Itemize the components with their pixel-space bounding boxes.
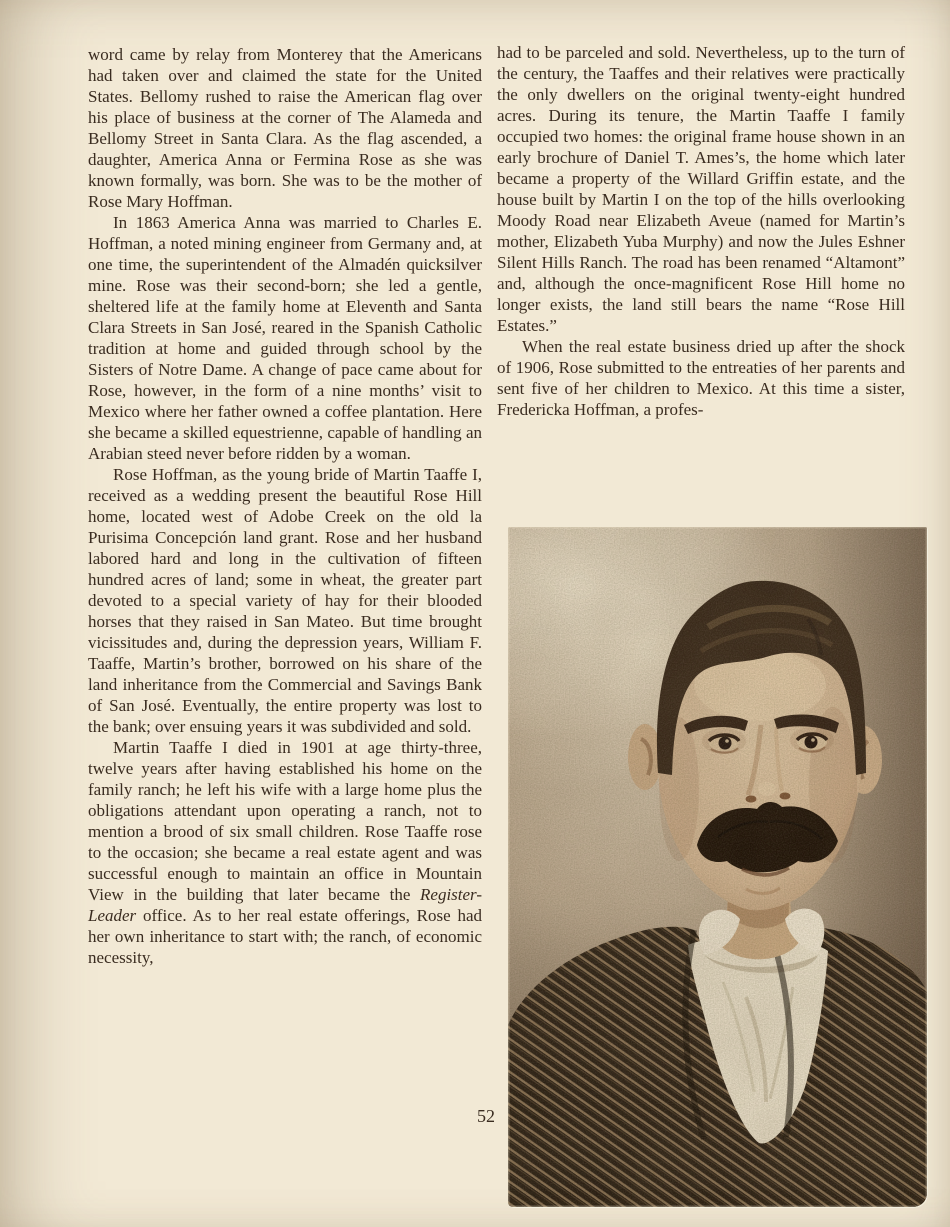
portrait-photo — [508, 527, 927, 1207]
italic-publication-name: Register-Leader — [88, 885, 482, 925]
paragraph-text: office. As to her real estate offerings, Rose had her own inheritance to start with; the ranch, of economic necessity, — [88, 906, 482, 967]
text-column-right — [497, 42, 905, 420]
text-column-left — [88, 44, 482, 968]
paragraph: word came by relay from Monterey that the Americans had taken over and claimed the state for the United States. Bellomy rushed to raise the American flag over his place of business at the corner of The Alameda and Bellomy Street in Santa Clara. As the flag ascended, a daughter, America Anna or Fermina Rose as she was known formally, was born. She was to be the mother of Rose Mary Hoffman. — [88, 45, 482, 211]
paragraph: In 1863 America Anna was married to Charles E. Hoffman, a noted mining engineer from Germany and, at one time, the superintendent of the Almadén quicksilver mine. Rose was their second-born; she led a gentle, sheltered life at the family home at Eleventh and Santa Clara Streets in San José, reared in the Spanish Catholic tradition at home and guided through school by the Sisters of Notre Dame. A change of pace came about for Rose, however, in the form of a nine months’ visit to Mexico where her father owned a coffee plantation. Here she became a skilled equestrienne, capable of handling an Arabian steed never before ridden by a woman. — [88, 213, 482, 463]
photo-grain-overlay — [508, 527, 927, 1207]
paragraph: had to be parceled and sold. Nevertheless, up to the turn of the century, the Taaffes and their relatives were practically the only dwellers on the original twenty-eight hundred acres. During its tenure, the Martin Taaffe I family occupied two homes: the original frame house shown in an early brochure of Daniel T. Ames’s, the home which later became a property of the Willard Griffin estate, and the house built by Martin I on the top of the hills overlooking Moody Road near Elizabeth Aveue (named for Martin’s mother, Elizabeth Yuba Murphy) and now the Jules Eshner Silent Hills Ranch. The road has been renamed “Altamont” and, although the once-magnificent Rose Hill home no longer exists, the land still bears the name “Rose Hill Estates.” — [497, 43, 905, 335]
page-number: 52 — [477, 1106, 495, 1126]
portrait-illustration — [508, 527, 927, 1207]
paragraph: When the real estate business dried up after the shock of 1906, Rose submitted to the entreaties of her parents and sent five of her children to Mexico. At this time a sister, Fredericka Hoffman, a profes- — [497, 337, 905, 419]
paragraph-text: Martin Taaffe I died in 1901 at age thirty-three, twelve years after having established his home on the family ranch; he left his wife with a large home plus the obligations attendant upon operating a ranch, not to mention a brood of six small children. Rose Taaffe rose to the occasion; she became a real estate agent and was successful enough to maintain an office in Mountain View in the building that later became the — [88, 738, 482, 904]
paragraph: Rose Hoffman, as the young bride of Martin Taaffe I, received as a wedding present the beautiful Rose Hill home, located west of Adobe Creek on the old la Purisima Concepción land grant. Rose and her husband labored hard and long in the cultivation of fifteen hundred acres of land; some in wheat, the greater part devoted to a special variety of hay for their blooded horses that they raised in San Mateo. But time brought vicissitudes and, during the depression years, William F. Taaffe, Martin’s brother, borrowed on his share of the land inheritance from the Commercial and Savings Bank of San José. Eventually, the entire property was lost to the bank; over ensuing years it was subdivided and sold. — [88, 465, 482, 736]
paragraph — [88, 737, 482, 968]
